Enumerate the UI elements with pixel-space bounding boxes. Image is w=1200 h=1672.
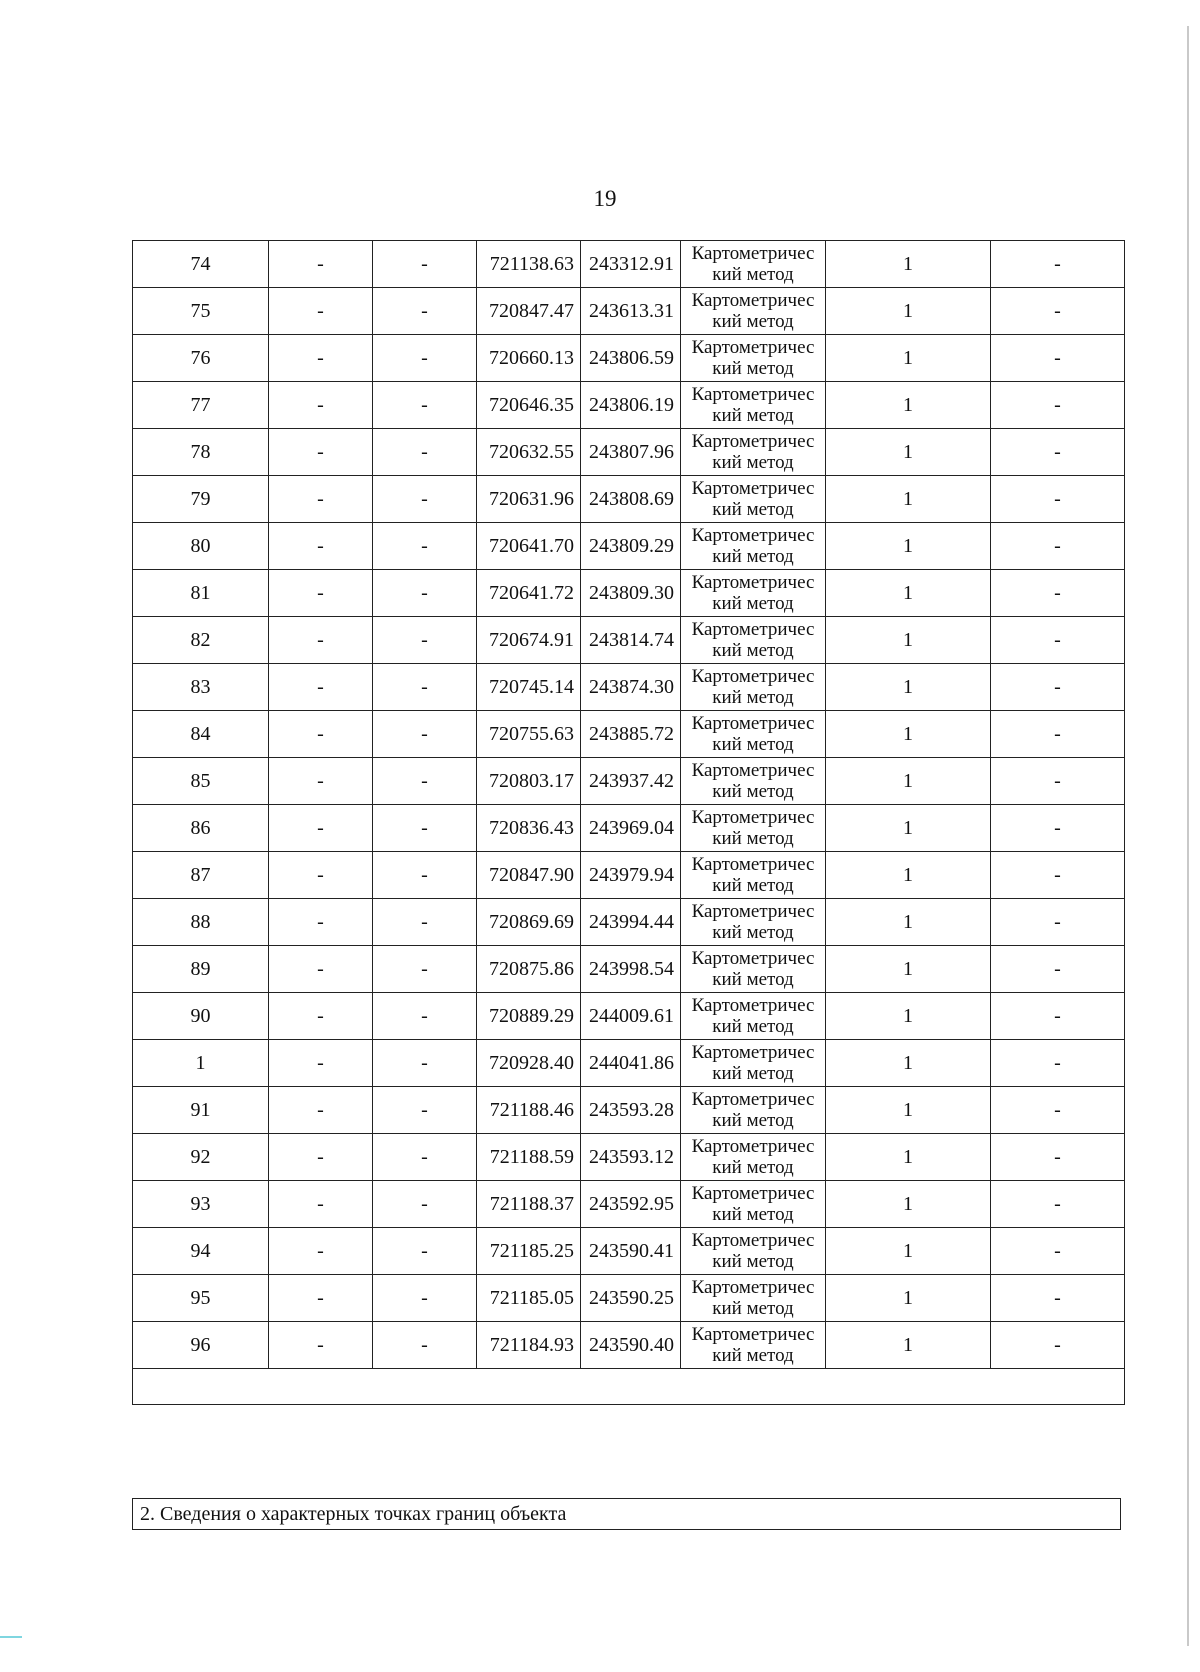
method-line-2: кий метод [712,1016,794,1037]
dash-cell: - [991,1275,1125,1322]
y-coordinate-cell: 243806.59 [581,335,681,382]
method-cell [681,1087,826,1134]
accuracy-cell: 1 [826,570,991,617]
dash-cell: - [269,1040,373,1087]
accuracy-cell: 1 [826,382,991,429]
dash-cell: - [269,758,373,805]
dash-cell: - [373,617,477,664]
table-row [133,1275,1125,1322]
y-coordinate-cell: 243613.31 [581,288,681,335]
accuracy-cell: 1 [826,523,991,570]
dash-cell: - [991,852,1125,899]
method-line-1: Картометричес [691,1089,815,1110]
accuracy-cell: 1 [826,758,991,805]
table-row [133,429,1125,476]
table-row [133,1228,1125,1275]
method-cell [681,382,826,429]
method-line-1: Картометричес [691,478,815,499]
method-line-1: Картометричес [691,854,815,875]
accuracy-cell: 1 [826,664,991,711]
method-line-2: кий метод [712,546,794,567]
table-row [133,711,1125,758]
method-line-1: Картометричес [691,1136,815,1157]
method-line-2: кий метод [712,1345,794,1366]
table-row [133,758,1125,805]
dash-cell: - [991,1040,1125,1087]
dash-cell: - [373,664,477,711]
table-row [133,335,1125,382]
table-row [133,899,1125,946]
table-row [133,993,1125,1040]
y-coordinate-cell: 243937.42 [581,758,681,805]
table-row [133,946,1125,993]
accuracy-cell: 1 [826,899,991,946]
point-number-cell: 88 [133,899,269,946]
x-coordinate-cell: 720889.29 [477,993,581,1040]
coordinates-table-body [133,241,1125,1369]
accuracy-cell: 1 [826,805,991,852]
x-coordinate-cell: 720803.17 [477,758,581,805]
method-line-1: Картометричес [691,1230,815,1251]
y-coordinate-cell: 243979.94 [581,852,681,899]
table-row [133,476,1125,523]
dash-cell: - [269,429,373,476]
y-coordinate-cell: 243998.54 [581,946,681,993]
method-cell [681,241,826,288]
method-line-1: Картометричес [691,431,815,452]
dash-cell: - [269,993,373,1040]
method-cell [681,805,826,852]
method-line-1: Картометричес [691,948,815,969]
method-line-1: Картометричес [691,760,815,781]
x-coordinate-cell: 721188.59 [477,1134,581,1181]
point-number-cell: 85 [133,758,269,805]
method-line-1: Картометричес [691,995,815,1016]
method-cell [681,1040,826,1087]
x-coordinate-cell: 720674.91 [477,617,581,664]
dash-cell: - [373,523,477,570]
method-line-2: кий метод [712,969,794,990]
y-coordinate-cell: 243994.44 [581,899,681,946]
y-coordinate-cell: 243808.69 [581,476,681,523]
method-line-2: кий метод [712,828,794,849]
point-number-cell: 79 [133,476,269,523]
method-line-2: кий метод [712,1251,794,1272]
point-number-cell: 92 [133,1134,269,1181]
dash-cell: - [269,852,373,899]
method-cell [681,1275,826,1322]
table-row [133,1322,1125,1369]
y-coordinate-cell: 243814.74 [581,617,681,664]
y-coordinate-cell: 243809.30 [581,570,681,617]
dash-cell: - [991,288,1125,335]
accuracy-cell: 1 [826,946,991,993]
dash-cell: - [991,429,1125,476]
point-number-cell: 96 [133,1322,269,1369]
y-coordinate-cell: 243593.12 [581,1134,681,1181]
accuracy-cell: 1 [826,852,991,899]
dash-cell: - [373,288,477,335]
dash-cell: - [373,946,477,993]
x-coordinate-cell: 721138.63 [477,241,581,288]
dash-cell: - [269,335,373,382]
dash-cell: - [991,1134,1125,1181]
dash-cell: - [373,852,477,899]
x-coordinate-cell: 720632.55 [477,429,581,476]
y-coordinate-cell: 243590.25 [581,1275,681,1322]
point-number-cell: 82 [133,617,269,664]
dash-cell: - [269,1087,373,1134]
empty-cell [133,1369,1125,1405]
y-coordinate-cell: 243969.04 [581,805,681,852]
x-coordinate-cell: 721188.46 [477,1087,581,1134]
dash-cell: - [991,570,1125,617]
table-row [133,1181,1125,1228]
y-coordinate-cell: 243809.29 [581,523,681,570]
dash-cell: - [269,241,373,288]
point-number-cell: 76 [133,335,269,382]
dash-cell: - [373,382,477,429]
table-row [133,664,1125,711]
dash-cell: - [269,523,373,570]
method-line-1: Картометричес [691,1324,815,1345]
point-number-cell: 75 [133,288,269,335]
method-cell [681,758,826,805]
method-line-1: Картометричес [691,1183,815,1204]
point-number-cell: 93 [133,1181,269,1228]
method-line-1: Картометричес [691,525,815,546]
dash-cell: - [269,617,373,664]
dash-cell: - [269,1228,373,1275]
dash-cell: - [269,288,373,335]
dash-cell: - [269,476,373,523]
table-empty-row [133,1369,1125,1405]
method-line-2: кий метод [712,687,794,708]
method-line-1: Картометричес [691,901,815,922]
point-number-cell: 80 [133,523,269,570]
dash-cell: - [991,1181,1125,1228]
method-line-2: кий метод [712,922,794,943]
method-cell [681,899,826,946]
dash-cell: - [373,335,477,382]
dash-cell: - [269,570,373,617]
method-line-1: Картометричес [691,290,815,311]
dash-cell: - [373,241,477,288]
point-number-cell: 91 [133,1087,269,1134]
y-coordinate-cell: 243312.91 [581,241,681,288]
section-heading: 2. Сведения о характерных точках границ объекта [132,1498,1121,1530]
method-line-2: кий метод [712,311,794,332]
method-cell [681,617,826,664]
method-cell [681,429,826,476]
method-line-2: кий метод [712,781,794,802]
accuracy-cell: 1 [826,1181,991,1228]
x-coordinate-cell: 721185.25 [477,1228,581,1275]
point-number-cell: 87 [133,852,269,899]
coordinates-table [132,240,1125,1405]
dash-cell: - [269,1134,373,1181]
y-coordinate-cell: 243885.72 [581,711,681,758]
point-number-cell: 84 [133,711,269,758]
method-line-2: кий метод [712,1298,794,1319]
point-number-cell: 77 [133,382,269,429]
method-line-1: Картометричес [691,666,815,687]
method-line-2: кий метод [712,593,794,614]
y-coordinate-cell: 244041.86 [581,1040,681,1087]
dash-cell: - [269,1322,373,1369]
table-row [133,1040,1125,1087]
method-line-1: Картометричес [691,619,815,640]
dash-cell: - [991,664,1125,711]
method-line-2: кий метод [712,734,794,755]
dash-cell: - [991,946,1125,993]
x-coordinate-cell: 720646.35 [477,382,581,429]
dash-cell: - [373,1040,477,1087]
method-line-2: кий метод [712,1063,794,1084]
method-cell [681,1228,826,1275]
dash-cell: - [991,476,1125,523]
dash-cell: - [373,1134,477,1181]
x-coordinate-cell: 720847.90 [477,852,581,899]
dash-cell: - [269,664,373,711]
dash-cell: - [269,946,373,993]
method-line-2: кий метод [712,1157,794,1178]
x-coordinate-cell: 720928.40 [477,1040,581,1087]
point-number-cell: 90 [133,993,269,1040]
dash-cell: - [373,1275,477,1322]
dash-cell: - [373,758,477,805]
method-line-1: Картометричес [691,384,815,405]
dash-cell: - [991,617,1125,664]
y-coordinate-cell: 243590.40 [581,1322,681,1369]
accuracy-cell: 1 [826,1275,991,1322]
y-coordinate-cell: 243593.28 [581,1087,681,1134]
method-cell [681,1181,826,1228]
dash-cell: - [373,1181,477,1228]
method-line-2: кий метод [712,405,794,426]
dash-cell: - [991,1322,1125,1369]
dash-cell: - [991,335,1125,382]
dash-cell: - [373,1228,477,1275]
y-coordinate-cell: 243807.96 [581,429,681,476]
method-line-1: Картометричес [691,1042,815,1063]
point-number-cell: 89 [133,946,269,993]
method-cell [681,523,826,570]
method-cell [681,570,826,617]
point-number-cell: 86 [133,805,269,852]
dash-cell: - [991,758,1125,805]
dash-cell: - [991,1228,1125,1275]
dash-cell: - [373,993,477,1040]
method-line-2: кий метод [712,1204,794,1225]
point-number-cell: 1 [133,1040,269,1087]
method-line-2: кий метод [712,640,794,661]
page-number: 19 [593,186,617,211]
dash-cell: - [991,711,1125,758]
dash-cell: - [269,711,373,758]
dash-cell: - [373,805,477,852]
method-line-1: Картометричес [691,243,815,264]
dash-cell: - [269,899,373,946]
dash-cell: - [269,1181,373,1228]
method-line-2: кий метод [712,499,794,520]
dash-cell: - [373,476,477,523]
accuracy-cell: 1 [826,617,991,664]
point-number-cell: 74 [133,241,269,288]
dash-cell: - [991,1087,1125,1134]
table-row [133,1134,1125,1181]
method-line-1: Картометричес [691,713,815,734]
method-cell [681,993,826,1040]
x-coordinate-cell: 720641.72 [477,570,581,617]
x-coordinate-cell: 720836.43 [477,805,581,852]
point-number-cell: 78 [133,429,269,476]
y-coordinate-cell: 243806.19 [581,382,681,429]
y-coordinate-cell: 244009.61 [581,993,681,1040]
point-number-cell: 81 [133,570,269,617]
table-row [133,288,1125,335]
x-coordinate-cell: 720745.14 [477,664,581,711]
method-line-2: кий метод [712,875,794,896]
dash-cell: - [269,1275,373,1322]
accuracy-cell: 1 [826,335,991,382]
table-row [133,523,1125,570]
method-cell [681,476,826,523]
dash-cell: - [991,805,1125,852]
dash-cell: - [373,1322,477,1369]
accuracy-cell: 1 [826,1087,991,1134]
method-line-1: Картометричес [691,807,815,828]
table-row [133,805,1125,852]
accuracy-cell: 1 [826,1228,991,1275]
x-coordinate-cell: 720631.96 [477,476,581,523]
dash-cell: - [373,570,477,617]
table-row [133,570,1125,617]
method-cell [681,852,826,899]
method-line-1: Картометричес [691,572,815,593]
method-line-1: Картометричес [691,1277,815,1298]
point-number-cell: 83 [133,664,269,711]
table-row [133,382,1125,429]
method-cell [681,1134,826,1181]
x-coordinate-cell: 720641.70 [477,523,581,570]
table-row [133,852,1125,899]
dash-cell: - [373,899,477,946]
dash-cell: - [269,382,373,429]
accuracy-cell: 1 [826,1040,991,1087]
accuracy-cell: 1 [826,241,991,288]
accuracy-cell: 1 [826,993,991,1040]
method-line-2: кий метод [712,264,794,285]
x-coordinate-cell: 720875.86 [477,946,581,993]
x-coordinate-cell: 720755.63 [477,711,581,758]
method-cell [681,664,826,711]
method-line-2: кий метод [712,452,794,473]
x-coordinate-cell: 721184.93 [477,1322,581,1369]
dash-cell: - [991,382,1125,429]
accuracy-cell: 1 [826,1322,991,1369]
point-number-cell: 95 [133,1275,269,1322]
scan-edge-line [1187,26,1189,1646]
accuracy-cell: 1 [826,476,991,523]
y-coordinate-cell: 243590.41 [581,1228,681,1275]
table-row [133,241,1125,288]
y-coordinate-cell: 243874.30 [581,664,681,711]
accuracy-cell: 1 [826,429,991,476]
accuracy-cell: 1 [826,1134,991,1181]
method-cell [681,288,826,335]
method-line-1: Картометричес [691,337,815,358]
x-coordinate-cell: 720869.69 [477,899,581,946]
table-row [133,617,1125,664]
dash-cell: - [991,523,1125,570]
dash-cell: - [991,899,1125,946]
x-coordinate-cell: 721185.05 [477,1275,581,1322]
method-cell [681,711,826,758]
accuracy-cell: 1 [826,711,991,758]
dash-cell: - [373,1087,477,1134]
y-coordinate-cell: 243592.95 [581,1181,681,1228]
dash-cell: - [373,711,477,758]
x-coordinate-cell: 720660.13 [477,335,581,382]
method-line-2: кий метод [712,358,794,379]
dash-cell: - [269,805,373,852]
method-cell [681,946,826,993]
point-number-cell: 94 [133,1228,269,1275]
dash-cell: - [991,241,1125,288]
dash-cell: - [991,993,1125,1040]
method-line-2: кий метод [712,1110,794,1131]
x-coordinate-cell: 721188.37 [477,1181,581,1228]
dash-cell: - [373,429,477,476]
accuracy-cell: 1 [826,288,991,335]
x-coordinate-cell: 720847.47 [477,288,581,335]
scan-margin-mark [0,1636,22,1638]
method-cell [681,1322,826,1369]
method-cell [681,335,826,382]
table-row [133,1087,1125,1134]
